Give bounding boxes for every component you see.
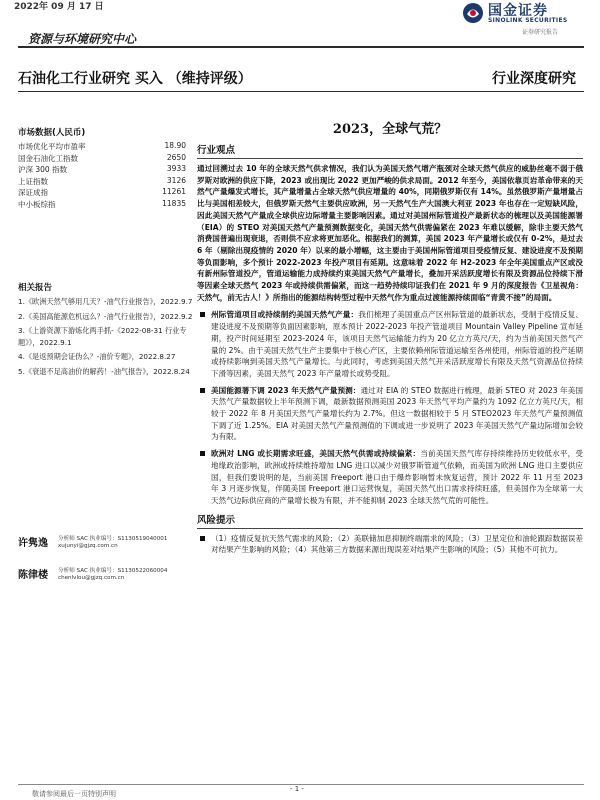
market-row: 上证指数 3126 (18, 175, 186, 186)
market-data-title: 市场数据(人民币) (18, 128, 86, 138)
analyst-cert: 分析师 SAC 执业编号：S1130522060004 (58, 568, 168, 574)
market-row: 国金石油化工指数 2650 (18, 152, 186, 163)
page-number: - 1 - (290, 785, 304, 793)
related-report-link[interactable]: 3.《上游资源下游炼化两手抓-《2022-08-31 行业专题》》，2022.9.1 (18, 326, 187, 347)
bullet-text: 通过对 EIA 的 STEO 数据进行梳理，最新 STEO 对 2023 年美国天然气产量数据较上半年预测下调，最新数据预测美国 2023 年天然气平均产量约为 1092 亿立方英尺/天，相较于 2022 年 8 月美国天然气产量增长约为 2.7%。但这一数据相较于 5 月 STEO2023 年天然气产量预测值下调了近 1.25%。EIA 对美国天然气产量预测值的下调或进一步说明了 2023 年美国天然气产量边际增加会较为有限。 (211, 385, 583, 442)
bullet-square-icon (200, 536, 205, 541)
brand-name-en: SINOLINK SECURITIES (488, 17, 568, 24)
bullet-lead: 美国能源署下调 2023 年天然气产量预测： (211, 385, 361, 395)
divider (18, 46, 584, 48)
bullet-point (197, 385, 583, 444)
analyst-name: 许隽逸 (18, 538, 48, 549)
market-row: 市场优化平均市盈率 18.90 (18, 141, 186, 151)
divider (197, 158, 583, 159)
related-report-link[interactable]: 4.《是返预期会证伪么？-油价专题》，2022.8.27 (18, 352, 176, 362)
bullet-text: 当前美国天然气库存持续维持历史较低水平，受地缘政治影响，欧洲或持续维持增加 LNG 进口以减少对俄罗斯管道气依赖，而美国为欧洲 LNG 进口主要供应国，但我们要说明的是，当前美国 Freeport 港口由于爆炸影响暂未恢复运营，预计 2022 年 11 月至 2023 年 3 月逐步恢复，伴随美国 Freeport 港口运营恢复，美国天然气出口需求持续旺盛，但美国作为全球第一大天然气边际供应商的产量增长极为有限，并不能抑制 2023 全球天然气荒的可能性。 (211, 449, 584, 505)
bullet-text: 我们梳理了美国重点产区州际管道的最新状态，受制于疫情反复、建设进度不及预期等负面因素影响，原本预计 2022-2023 年投产管道项目 Mountain Valley Pipeline 宣布延期，投产时间延期至 2023-2024 年，该项目天然气运输能力约为 20 亿立方英尺/天，约为当前美国天然气产量的 2%。由于美国天然气生产主要集中于核心产区，主要依赖州际管道运输至各州使用，州际管道的投产延期或持续影响到美国天然气产量增长。与此同时，考虑到美国天然气开采活跃度增长有限及天然气资源品位持续下滑等因素，美国天然气 2023 年产量增长或势受阻。 (211, 310, 583, 378)
footer-disclaimer: 敬请参阅最后一页特别声明 (32, 790, 116, 798)
analyst-card (18, 566, 194, 588)
section-heading-views: 行业观点 (197, 145, 236, 156)
sinolink-logo-icon (462, 2, 484, 24)
bullet-square-icon (200, 451, 205, 456)
brand-name: 国金证券 (488, 3, 548, 19)
related-report-link[interactable]: 1.《欧洲天然气够用几天？-油气行业报告》，2022.9.7 (18, 297, 193, 306)
bullet-point (197, 309, 583, 379)
main-content (197, 118, 583, 561)
industry-rating-headline: 石油化工行业研究 买入 （维持评级） (18, 71, 252, 87)
related-reports-list (18, 296, 194, 381)
related-report-link[interactable]: 5.《衰退不足高油价的解药！-油气报告》，2022.8.24 (18, 366, 190, 376)
bullet-point (197, 448, 583, 507)
market-data-table (18, 141, 186, 211)
analyst-cert: 分析师 SAC 执业编号：S1130519040001 (58, 536, 168, 542)
related-reports-title: 相关报告 (18, 283, 53, 293)
market-row: 中小板综指 11835 (18, 198, 186, 209)
analyst-card (18, 534, 194, 556)
analyst-email[interactable]: chenlvlou@gjzq.com.cn (58, 575, 125, 581)
analyst-name: 陈律楼 (18, 570, 48, 581)
research-center: 资源与环境研究中心 (28, 32, 137, 46)
section-heading-risk: 风险提示 (197, 514, 236, 526)
bullet-lead: 州际管道项目或持续制约美国天然气产量： (211, 310, 359, 320)
bullet-square-icon (200, 388, 205, 393)
divider (18, 91, 584, 92)
bullet-lead: 欧洲对 LNG 或长期需求旺盛，美国天然气供需或持续偏紧： (211, 449, 421, 459)
risk-text: （1）疫情反复抗天然气需求的风险；（2）美联储加息抑制终端需求的风险；（3）卫星定位和油轮跟踪数据误差对结果产生影响的风险；（4）其他第三方数据来源出现误差对结果产生影响的风险；（5）其他不可抗力。 (211, 533, 583, 555)
report-title: 2023，全球气荒？ (332, 122, 448, 137)
brand (462, 0, 582, 36)
related-report-link[interactable]: 2.《美国高能源危机远么？-油气行业报告》，2022.9.2 (18, 311, 193, 321)
report-type: 行业深度研究 (492, 71, 576, 87)
market-row: 深证成指 11261 (18, 187, 186, 198)
bullet-square-icon (200, 312, 205, 317)
brand-subtitle: 证券研究报告 (522, 29, 559, 36)
summary-paragraph: 通过回溯过去 10 年的全球天然气供求情况，我们认为美国天然气增产瓶颈对全球天然气供应的威胁丝毫不弱于俄罗斯对欧洲的供应下降，2023 或出现比 2022 更加严峻的供求局面。2012 年至今，美国依靠页岩革命带来的天然气产量爆发式增长，其产量增量占全球天然气供应增量的 40%，同期俄罗斯仅有 14%。虽然俄罗斯产量增量占比与美国相差较大，但俄罗斯天然气主要供应欧洲，另一天然气生产大国澳大利亚 2023 年也存在一定短缺风险，因此美国天然气产量成全球供应边际增量主要影响因素。通过对美国州际管道投产最新状态的梳理以及美国能源署（EIA）的 STEO 对美国天然气产量预测数据变化，美国天然气供需偏紧在 2023 年难以缓解，除非主要天然气消费国普遍出现衰退，否则供不应求将更加恶化。根据我们的测算，美国 2023 年产量增长或仅有 0-2%，是过去 6 年（剔除出现疫情的 2020 年）以来的最小增幅，这主要由于美国州际管道项目受疫情反复、建设进度不及预期等负面影响，多个预计 2022-2023 年投产项目有延期。这意味着 2022 年 H2-2023 年全年美国重点产区或没有新州际管道投产，管道运输能力成持续约束美国天然气产量增长，叠加开采活跃度增长有限及资源品位持续下滑等因素全球天然气 2023 年或持续供需偏紧，而这一趋势持续印证我们在 2021 年 9 月的深度报告《卫星视角：天然气，前无古人！》所指出的能源结构转型过程中天然气作为重点过渡能源持续面临“青黄不接”的局面。 (197, 164, 583, 302)
report-date: 2022年 09 月 17 日 (14, 2, 104, 12)
analyst-email[interactable]: xujunyi@gjzq.com.cn (58, 543, 118, 549)
market-row: 沪深 300 指数 3933 (18, 164, 186, 175)
divider (197, 528, 583, 529)
bullet-point (197, 533, 583, 556)
